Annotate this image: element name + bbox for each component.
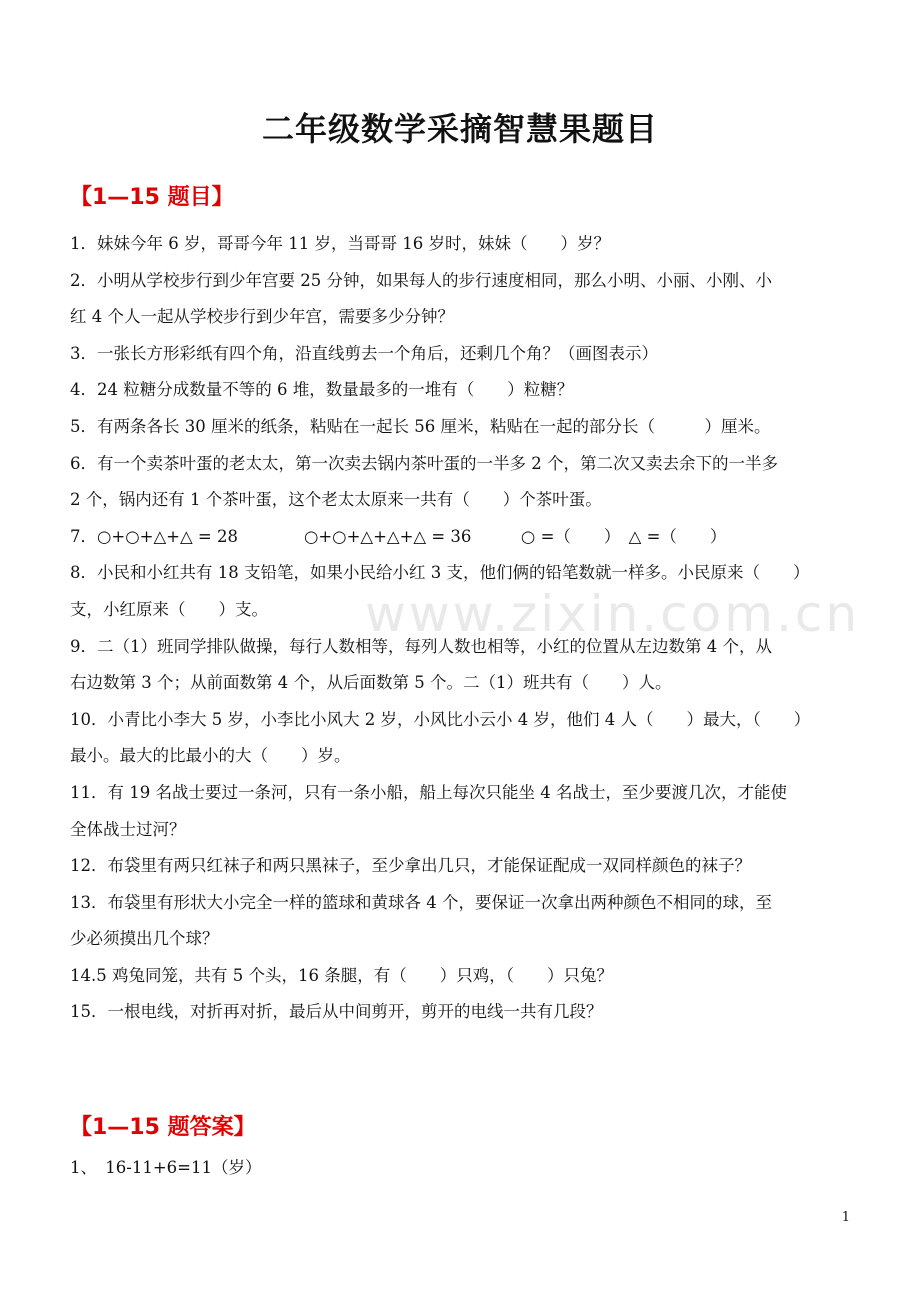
question-line: 最小。最大的比最小的大（ ）岁。: [70, 746, 351, 766]
question-line: 3．一张长方形彩纸有四个角，沿直线剪去一个角后，还剩几个角？（画图表示）: [70, 343, 658, 363]
question-line: 6．有一个卖茶叶蛋的老太太，第一次卖去锅内茶叶蛋的一半多 2 个，第二次又卖去余下的一半多: [70, 453, 778, 473]
question-list: [70, 226, 855, 1031]
question-line: 4．24 粒糖分成数量不等的 6 堆，数量最多的一堆有（ ）粒糖？: [70, 380, 574, 400]
question-line: 支，小红原来（ ）支。: [70, 599, 268, 619]
answer-line: 1、 16-11+6=11（岁）: [70, 1158, 262, 1177]
question-line: 7．○+○+△+△ = 28 ○+○+△+△+△ = 36 ○ =（ ） △ =（ ）: [70, 526, 727, 546]
question-line: 11．有 19 名战士要过一条河，只有一条小船，船上每次只能坐 4 名战士，至少要渡几次，才能使: [70, 782, 787, 802]
question-line: 少必须摸出几个球？: [70, 929, 219, 949]
question-line: 全体战士过河？: [70, 819, 186, 839]
question-line: 13．布袋里有形状大小完全一样的篮球和黄球各 4 个，要保证一次拿出两种颜色不相同的球，至: [70, 892, 772, 912]
question-line: 2．小明从学校步行到少年宫要 25 分钟，如果每人的步行速度相同，那么小明、小丽、小刚、小: [70, 270, 772, 290]
question-line: 1．妹妹今年 6 岁，哥哥今年 11 岁，当哥哥 16 岁时，妹妹（ ）岁？: [70, 234, 610, 253]
question-line: 15．一根电线，对折再对折，最后从中间剪开，剪开的电线一共有几段？: [70, 1002, 603, 1022]
section-heading-answers: 【1—15 题答案】: [70, 1115, 256, 1140]
page-title: 二年级数学采摘智慧果题目: [261, 110, 658, 148]
page-number: 1: [841, 1210, 850, 1225]
watermark: www.zixin.com.cn: [365, 585, 861, 643]
question-line: 9．二（1）班同学排队做操，每行人数相等，每列人数也相等，小红的位置从左边数第 4 个，从: [70, 636, 772, 656]
section-heading-questions: 【1—15 题目】: [70, 185, 234, 210]
question-line: 2 个，锅内还有 1 个茶叶蛋，这个老太太原来一共有（ ）个茶叶蛋。: [70, 490, 602, 510]
question-line: 14.5 鸡兔同笼，共有 5 个头，16 条腿，有（ ）只鸡，（ ）只兔？: [70, 965, 613, 985]
question-line: 8．小民和小红共有 18 支铅笔，如果小民给小红 3 支，他们俩的铅笔数就一样多。小民原来（ ）: [70, 563, 810, 583]
question-line: 5．有两条各长 30 厘米的纸条，粘贴在一起长 56 厘米，粘贴在一起的部分长（ ）厘米。: [70, 416, 771, 436]
question-line: 右边数第 3 个；从前面数第 4 个，从后面数第 5 个。二（1）班共有（ ）人。: [70, 673, 672, 693]
question-line: 12．布袋里有两只红袜子和两只黑袜子，至少拿出几只，才能保证配成一双同样颜色的袜子？: [70, 856, 751, 876]
question-line: 红 4 个人一起从学校步行到少年宫，需要多少分钟？: [70, 307, 454, 327]
question-line: 10．小青比小李大 5 岁，小李比小风大 2 岁，小风比小云小 4 岁，他们 4 人（ ）最大，（ ）: [70, 709, 811, 729]
